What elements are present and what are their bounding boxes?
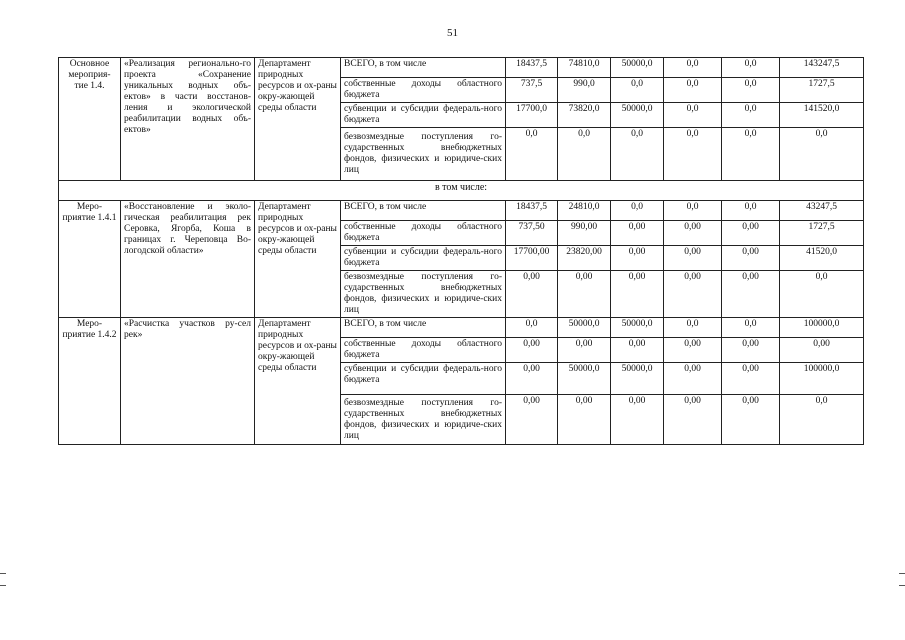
budget-table xyxy=(58,57,864,445)
funding-source-cell: ВСЕГО, в том числе xyxy=(341,58,506,78)
amount-cell: 0,00 xyxy=(506,271,558,318)
amount-cell: 100000,0 xyxy=(780,318,864,338)
amount-cell: 990,00 xyxy=(558,221,611,246)
amount-cell: 0,00 xyxy=(558,271,611,318)
amount-cell: 50000,0 xyxy=(558,363,611,395)
amount-cell: 0,0 xyxy=(722,103,780,128)
amount-cell: 0,00 xyxy=(611,271,664,318)
amount-cell: 0,0 xyxy=(664,103,722,128)
funding-source-cell: субвенции и субсидии федераль-ного бюджета xyxy=(341,246,506,271)
table-row xyxy=(59,201,864,221)
amount-cell: 0,0 xyxy=(664,58,722,78)
amount-cell: 737,5 xyxy=(506,78,558,103)
amount-cell: 18437,5 xyxy=(506,58,558,78)
amount-cell: 73820,0 xyxy=(558,103,611,128)
executor-cell: Департамент природных ресурсов и ох-раны окру-жающей среды области xyxy=(255,318,341,445)
amount-cell: 0,0 xyxy=(722,58,780,78)
amount-cell: 0,00 xyxy=(722,395,780,445)
amount-cell: 0,00 xyxy=(664,246,722,271)
amount-cell: 0,0 xyxy=(722,128,780,181)
margin-mark xyxy=(0,573,6,574)
funding-source-cell: субвенции и субсидии федераль-ного бюджета xyxy=(341,103,506,128)
amount-cell: 43247,5 xyxy=(780,201,864,221)
amount-cell: 0,00 xyxy=(722,338,780,363)
amount-cell: 0,0 xyxy=(664,128,722,181)
page-number: 51 xyxy=(447,27,458,39)
amount-cell: 1727,5 xyxy=(780,221,864,246)
event-code-cell: Меро-приятие 1.4.1 xyxy=(59,201,121,318)
table-row xyxy=(59,318,864,338)
funding-source-cell: безвозмездные поступления го-сударственных внебюджетных фондов, физических и юридиче-ских лиц xyxy=(341,128,506,181)
amount-cell: 0,0 xyxy=(722,318,780,338)
amount-cell: 0,00 xyxy=(664,338,722,363)
amount-cell: 17700,0 xyxy=(506,103,558,128)
funding-source-cell: субвенции и субсидии федераль-ного бюджета xyxy=(341,363,506,395)
section-row xyxy=(59,181,864,201)
amount-cell: 0,00 xyxy=(506,395,558,445)
amount-cell: 50000,0 xyxy=(611,58,664,78)
amount-cell: 74810,0 xyxy=(558,58,611,78)
amount-cell: 0,00 xyxy=(506,363,558,395)
amount-cell: 141520,0 xyxy=(780,103,864,128)
funding-source-cell: собственные доходы областного бюджета xyxy=(341,221,506,246)
amount-cell: 0,0 xyxy=(780,395,864,445)
margin-mark xyxy=(0,585,6,586)
amount-cell: 0,00 xyxy=(506,338,558,363)
event-code-cell: Меро-приятие 1.4.2 xyxy=(59,318,121,445)
amount-cell: 18437,5 xyxy=(506,201,558,221)
amount-cell: 0,00 xyxy=(722,363,780,395)
amount-cell: 0,00 xyxy=(664,395,722,445)
amount-cell: 990,0 xyxy=(558,78,611,103)
section-label: в том числе: xyxy=(59,181,864,201)
amount-cell: 0,00 xyxy=(722,221,780,246)
amount-cell: 50000,0 xyxy=(611,103,664,128)
event-name-cell: «Восстановление и эколо-гическая реабилитация рек Серовка, Ягорба, Коша в границах г. Череповца Во-логодской области» xyxy=(121,201,255,318)
amount-cell: 50000,0 xyxy=(558,318,611,338)
funding-source-cell: ВСЕГО, в том числе xyxy=(341,201,506,221)
funding-source-cell: ВСЕГО, в том числе xyxy=(341,318,506,338)
amount-cell: 0,0 xyxy=(506,128,558,181)
margin-mark xyxy=(899,573,905,574)
amount-cell: 0,00 xyxy=(722,271,780,318)
amount-cell: 50000,0 xyxy=(611,363,664,395)
amount-cell: 0,0 xyxy=(558,128,611,181)
amount-cell: 0,0 xyxy=(611,78,664,103)
event-name-cell: «Реализация регионально-го проекта «Сохранение уникальных водных объ-ектов» в части восстанов-ления и экологической реабилитации водных объ-ектов» xyxy=(121,58,255,181)
funding-source-cell: безвозмездные поступления го-сударственных внебюджетных фондов, физических и юридиче-ских лиц xyxy=(341,271,506,318)
amount-cell: 1727,5 xyxy=(780,78,864,103)
amount-cell: 0,00 xyxy=(558,395,611,445)
amount-cell: 0,0 xyxy=(664,201,722,221)
amount-cell: 0,0 xyxy=(611,201,664,221)
amount-cell: 0,0 xyxy=(506,318,558,338)
event-name-cell: «Расчистка участков ру-сел рек» xyxy=(121,318,255,445)
amount-cell: 0,00 xyxy=(664,363,722,395)
amount-cell: 0,0 xyxy=(611,128,664,181)
amount-cell: 0,00 xyxy=(611,338,664,363)
amount-cell: 0,00 xyxy=(780,338,864,363)
amount-cell: 143247,5 xyxy=(780,58,864,78)
amount-cell: 23820,00 xyxy=(558,246,611,271)
amount-cell: 0,0 xyxy=(722,78,780,103)
amount-cell: 0,00 xyxy=(558,338,611,363)
amount-cell: 0,0 xyxy=(780,271,864,318)
amount-cell: 100000,0 xyxy=(780,363,864,395)
amount-cell: 0,0 xyxy=(664,318,722,338)
funding-source-cell: собственные доходы областного бюджета xyxy=(341,78,506,103)
event-code-cell: Основное мероприя-тие 1.4. xyxy=(59,58,121,181)
amount-cell: 17700,00 xyxy=(506,246,558,271)
amount-cell: 0,00 xyxy=(722,246,780,271)
margin-mark xyxy=(899,585,905,586)
funding-source-cell: собственные доходы областного бюджета xyxy=(341,338,506,363)
executor-cell: Департамент природных ресурсов и ох-раны окру-жающей среды области xyxy=(255,58,341,181)
amount-cell: 24810,0 xyxy=(558,201,611,221)
amount-cell: 0,00 xyxy=(611,246,664,271)
funding-source-cell: безвозмездные поступления го-сударственных внебюджетных фондов, физических и юридиче-ских лиц xyxy=(341,395,506,445)
amount-cell: 0,00 xyxy=(664,271,722,318)
amount-cell: 41520,0 xyxy=(780,246,864,271)
amount-cell: 0,00 xyxy=(664,221,722,246)
amount-cell: 737,50 xyxy=(506,221,558,246)
amount-cell: 0,0 xyxy=(780,128,864,181)
amount-cell: 0,0 xyxy=(664,78,722,103)
executor-cell: Департамент природных ресурсов и ох-раны окру-жающей среды области xyxy=(255,201,341,318)
table-body xyxy=(59,58,864,445)
table-row xyxy=(59,58,864,78)
amount-cell: 0,00 xyxy=(611,395,664,445)
amount-cell: 50000,0 xyxy=(611,318,664,338)
amount-cell: 0,00 xyxy=(611,221,664,246)
amount-cell: 0,0 xyxy=(722,201,780,221)
